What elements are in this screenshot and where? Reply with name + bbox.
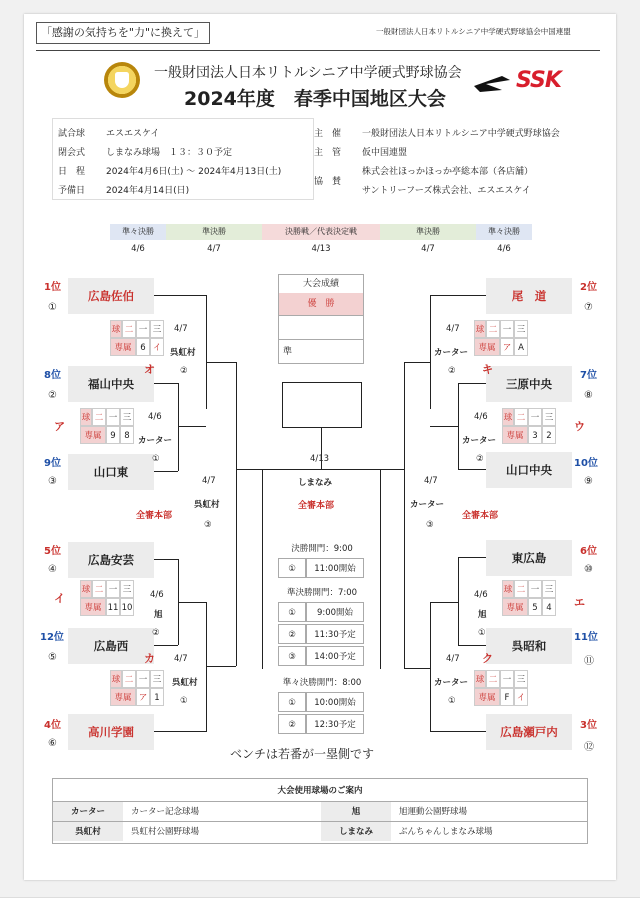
- match-venue: 呉虹村: [170, 348, 196, 358]
- ump-value: A: [514, 338, 528, 356]
- stage-header: 準決勝: [166, 224, 262, 240]
- info-value: 2024年4月6日(土) ～ 2024年4月13日(土): [106, 167, 282, 177]
- final-winner-box: [282, 382, 362, 428]
- ump-value: 11: [106, 598, 120, 616]
- bracket-line: [458, 557, 459, 645]
- bracket-line: [154, 383, 178, 384]
- organization-name: 一般財団法人日本リトルシニア中学硬式野球協会: [154, 65, 462, 81]
- bracket-line: [206, 295, 207, 409]
- match-number: ①: [152, 454, 160, 464]
- ump-label: 一: [528, 408, 542, 426]
- ump-label: 二: [92, 408, 106, 426]
- venue-key: 呉虹村: [53, 821, 123, 841]
- team-number: ⑤: [48, 652, 57, 663]
- venues-table: [52, 778, 588, 844]
- league-name: 一般財団法人日本リトルシニア中学硬式野球協会中国連盟: [376, 27, 571, 36]
- team-number: ⑪: [584, 656, 594, 667]
- bench-note: ベンチは若番が一塁側です: [230, 747, 375, 761]
- info-value: 株式会社ほっかほっか亭総本部（各店舗）: [362, 167, 534, 177]
- champion-label: 優 勝: [279, 293, 363, 315]
- schedule-time: 10:00開始: [306, 692, 364, 712]
- viewer-bottom-bar: [0, 897, 640, 914]
- match-number: ①: [448, 696, 456, 706]
- match-number: ②: [180, 366, 188, 376]
- info-value: エスエスケイ: [106, 129, 160, 139]
- umpire-crew-label: 全審本部: [462, 511, 499, 521]
- schedule-time: 11:00開始: [306, 558, 364, 578]
- stage-header: 準々決勝: [476, 224, 532, 240]
- bracket-line: [154, 645, 178, 646]
- ump-value: ア: [136, 688, 150, 706]
- bracket-line: [404, 362, 430, 363]
- ump-value: 5: [528, 598, 542, 616]
- ump-value: 2: [542, 426, 556, 444]
- match-venue: 旭: [154, 610, 163, 620]
- results-title: 大会成績: [279, 275, 363, 294]
- results-box: [278, 274, 364, 364]
- umpire-grid: [502, 580, 572, 618]
- ump-label: 三: [120, 408, 134, 426]
- team-seed: 10位: [574, 458, 598, 469]
- bracket-line: [236, 469, 262, 470]
- ump-value: 3: [528, 426, 542, 444]
- ump-label: 専属: [110, 338, 136, 356]
- team-seed: 7位: [580, 370, 597, 381]
- schedule-no: ①: [278, 602, 306, 622]
- team-box: 山口東: [68, 454, 154, 490]
- match-date: 4/7: [174, 324, 188, 334]
- match-number: ③: [204, 520, 212, 530]
- ump-label: 一: [500, 320, 514, 338]
- ssk-logo: SSK: [516, 68, 561, 93]
- info-value: しまなみ球場 １３：３０予定: [106, 148, 233, 158]
- ump-value: イ: [514, 688, 528, 706]
- info-value: 2024年4月14日(日): [106, 186, 190, 196]
- final-venue: しまなみ: [298, 478, 333, 488]
- schedule-no: ②: [278, 714, 306, 734]
- team-seed: 6位: [580, 546, 597, 557]
- venue-name: 呉虹村公園野球場: [123, 821, 321, 841]
- ssk-swoosh-icon: [472, 72, 512, 94]
- assignment-letter: キ: [482, 363, 493, 376]
- ump-label: 球: [80, 408, 92, 426]
- stage-date: 4/6: [497, 244, 511, 254]
- match-venue: カーター: [462, 436, 497, 446]
- umpire-grid: [474, 670, 544, 708]
- bracket-line: [154, 731, 206, 732]
- bracket-line: [430, 295, 486, 296]
- team-number: ⑦: [584, 302, 593, 313]
- venue-name: カーター記念球場: [123, 801, 321, 821]
- bracket-line: [430, 426, 458, 427]
- bracket-line: [404, 362, 405, 668]
- bracket-line: [458, 383, 486, 384]
- runnerup-label: 準: [279, 339, 363, 363]
- bracket-line: [458, 469, 486, 470]
- team-number: ①: [48, 302, 57, 313]
- team-box: 東広島: [486, 540, 572, 576]
- info-label: 主 催: [314, 129, 342, 139]
- team-box: 三原中央: [486, 366, 572, 402]
- bracket-line: [262, 469, 382, 470]
- bracket-line: [206, 602, 207, 732]
- schedule-time: 11:30予定: [306, 624, 364, 644]
- assignment-letter: ア: [54, 420, 65, 433]
- bracket-line: [154, 559, 178, 560]
- ump-label: 球: [80, 580, 92, 598]
- bracket-line: [178, 426, 206, 427]
- ump-label: 三: [542, 408, 556, 426]
- team-seed: 4位: [44, 720, 61, 731]
- venues-title: 大会使用球場のご案内: [277, 786, 363, 796]
- bracket-line: [206, 362, 236, 363]
- info-value: サントリーフーズ株式会社、エスエスケイ: [362, 186, 531, 196]
- match-date: 4/6: [148, 412, 162, 422]
- bracket-line: [236, 576, 237, 666]
- team-box: 広島安芸: [68, 542, 154, 578]
- ump-label: 一: [106, 408, 120, 426]
- ump-label: 球: [502, 408, 514, 426]
- ump-label: 三: [120, 580, 134, 598]
- stage-date: 4/7: [421, 244, 435, 254]
- divider: [36, 50, 600, 51]
- ump-label: 二: [514, 580, 528, 598]
- info-left-frame: [52, 118, 314, 200]
- ump-label: 専属: [110, 688, 136, 706]
- match-number: ①: [180, 696, 188, 706]
- bracket-line: [178, 602, 206, 603]
- umpire-crew-label: 全審本部: [298, 501, 335, 511]
- info-label: 試合球: [58, 129, 86, 139]
- match-date: 4/6: [474, 590, 488, 600]
- schedule-no: ①: [278, 692, 306, 712]
- stage-date: 4/13: [311, 244, 331, 254]
- ump-label: 専属: [502, 598, 528, 616]
- umpire-crew-label: 全審本部: [136, 511, 173, 521]
- ump-label: 二: [92, 580, 106, 598]
- match-venue: カーター: [434, 348, 469, 358]
- ump-label: 二: [486, 320, 500, 338]
- team-seed: 9位: [44, 458, 61, 469]
- ump-label: 一: [106, 580, 120, 598]
- ump-label: 球: [110, 670, 122, 688]
- match-venue: カーター: [434, 678, 469, 688]
- team-seed: 8位: [44, 370, 61, 381]
- ump-label: 二: [122, 670, 136, 688]
- schedule-no: ①: [278, 558, 306, 578]
- bracket-line: [458, 557, 486, 558]
- umpire-grid: [80, 580, 150, 618]
- ump-value: 10: [120, 598, 134, 616]
- bracket-line: [178, 383, 179, 471]
- bracket-line: [430, 295, 431, 409]
- ump-label: 一: [136, 670, 150, 688]
- bracket-line: [458, 645, 486, 646]
- team-box: 呉昭和: [486, 628, 572, 664]
- stage-date: 4/7: [207, 244, 221, 254]
- team-box: 高川学園: [68, 714, 154, 750]
- ump-label: 一: [136, 320, 150, 338]
- assignment-letter: エ: [574, 596, 585, 609]
- ump-label: 二: [514, 408, 528, 426]
- team-number: ②: [48, 390, 57, 401]
- ump-label: 球: [110, 320, 122, 338]
- team-box: 広島西: [68, 628, 154, 664]
- assignment-letter: ク: [482, 652, 493, 665]
- ump-label: 三: [150, 320, 164, 338]
- match-venue: カーター: [138, 436, 173, 446]
- ump-value: F: [500, 688, 514, 706]
- team-number: ⑧: [584, 390, 593, 401]
- team-box: 尾 道: [486, 278, 572, 314]
- tournament-sheet: [24, 14, 616, 880]
- team-seed: 5位: [44, 546, 61, 557]
- info-label: 日 程: [58, 167, 86, 177]
- assignment-letter: イ: [54, 592, 65, 605]
- assignment-letter: ウ: [574, 420, 585, 433]
- team-seed: 1位: [44, 282, 61, 293]
- bracket-line: [262, 469, 263, 669]
- match-number: ①: [478, 628, 486, 638]
- match-date: 4/7: [446, 654, 460, 664]
- team-box: 福山中央: [68, 366, 154, 402]
- match-venue: 呉虹村: [194, 500, 220, 510]
- bracket-line: [430, 731, 486, 732]
- assignment-letter: オ: [144, 363, 155, 376]
- info-label: 予備日: [58, 186, 86, 196]
- info-label: 閉会式: [58, 148, 86, 158]
- ump-label: 二: [122, 320, 136, 338]
- ump-value: 9: [106, 426, 120, 444]
- info-value: 一般財団法人日本リトルシニア中学硬式野球協会: [362, 129, 560, 139]
- slogan: 「感謝の気持ちを"力"に換えて」: [36, 22, 210, 44]
- ump-value: ア: [500, 338, 514, 356]
- ump-label: 一: [500, 670, 514, 688]
- schedule-time: 14:00予定: [306, 646, 364, 666]
- schedule-time: 12:30予定: [306, 714, 364, 734]
- ump-value: 4: [542, 598, 556, 616]
- umpire-grid: [110, 670, 180, 708]
- umpire-grid: [474, 320, 544, 358]
- bracket-line: [404, 668, 430, 669]
- match-venue: 呉虹村: [172, 678, 198, 688]
- ump-label: 三: [514, 320, 528, 338]
- team-seed: 2位: [580, 282, 597, 293]
- stage-header: 準決勝: [380, 224, 476, 240]
- stage-header: 準々決勝: [110, 224, 166, 240]
- match-number: ②: [476, 454, 484, 464]
- schedule-no: ③: [278, 646, 306, 666]
- bracket-line: [458, 383, 459, 469]
- team-number: ⑥: [48, 738, 57, 749]
- match-number: ③: [426, 520, 434, 530]
- final-gate: 決勝開門：9:00: [291, 544, 353, 554]
- match-date: 4/7: [174, 654, 188, 664]
- champion-slot: [279, 315, 363, 338]
- ump-value: イ: [150, 338, 164, 356]
- ump-label: 一: [528, 580, 542, 598]
- match-date: 4/7: [424, 476, 438, 486]
- match-date: 4/7: [202, 476, 216, 486]
- info-label: 協 賛: [314, 177, 342, 187]
- team-box: 山口中央: [486, 452, 572, 488]
- stage-date: 4/6: [131, 244, 145, 254]
- ump-label: 球: [474, 670, 486, 688]
- team-box: 広島瀬戸内: [486, 714, 572, 750]
- bracket-line: [154, 471, 178, 472]
- team-seed: 3位: [580, 720, 597, 731]
- ump-value: 6: [136, 338, 150, 356]
- schedule-no: ②: [278, 624, 306, 644]
- ump-label: 専属: [80, 598, 106, 616]
- team-number: ⑫: [584, 742, 594, 753]
- ump-label: 専属: [474, 688, 500, 706]
- venue-name: 旭運動公園野球場: [391, 801, 587, 821]
- assignment-letter: カ: [144, 652, 155, 665]
- team-box: 広島佐伯: [68, 278, 154, 314]
- bracket-line: [430, 602, 458, 603]
- venue-key: 旭: [321, 801, 391, 821]
- final-date: 4/13: [310, 454, 330, 464]
- match-number: ②: [448, 366, 456, 376]
- info-label: 主 管: [314, 148, 342, 158]
- match-date: 4/7: [446, 324, 460, 334]
- stage-header: 決勝戦／代表決定戦: [262, 224, 380, 240]
- qf-gate: 準々決勝開門：8:00: [282, 678, 362, 688]
- match-date: 4/6: [474, 412, 488, 422]
- umpire-grid: [502, 408, 572, 446]
- ump-label: 専属: [80, 426, 106, 444]
- association-emblem-icon: [104, 62, 140, 98]
- bracket-line: [380, 469, 381, 669]
- ump-label: 三: [514, 670, 528, 688]
- team-number: ⑩: [584, 564, 593, 575]
- match-venue: カーター: [410, 500, 445, 510]
- ump-label: 三: [150, 670, 164, 688]
- match-venue: 旭: [478, 610, 487, 620]
- ump-label: 三: [542, 580, 556, 598]
- ump-label: 二: [486, 670, 500, 688]
- ump-label: 球: [474, 320, 486, 338]
- bracket-line: [206, 666, 236, 667]
- ump-label: 球: [502, 580, 514, 598]
- schedule-time: 9:00開始: [306, 602, 364, 622]
- bracket-line: [154, 295, 206, 296]
- team-number: ③: [48, 476, 57, 487]
- match-date: 4/6: [150, 590, 164, 600]
- team-number: ④: [48, 564, 57, 575]
- semi-gate: 準決勝開門：7:00: [286, 588, 358, 598]
- page-title: 2024年度 春季中国地区大会: [184, 88, 446, 110]
- bracket-line: [430, 602, 431, 732]
- match-number: ②: [152, 628, 160, 638]
- venue-name: ぶんちゃんしまなみ球場: [391, 821, 587, 841]
- ump-value: 1: [150, 688, 164, 706]
- bracket-line: [380, 469, 404, 470]
- info-value: 仮中国連盟: [362, 148, 408, 158]
- team-seed: 12位: [40, 632, 64, 643]
- ump-value: 8: [120, 426, 134, 444]
- team-seed: 11位: [574, 632, 598, 643]
- venue-key: しまなみ: [321, 821, 391, 841]
- ump-label: 専属: [474, 338, 500, 356]
- team-number: ⑨: [584, 476, 593, 487]
- ump-label: 専属: [502, 426, 528, 444]
- venue-key: カーター: [53, 801, 123, 821]
